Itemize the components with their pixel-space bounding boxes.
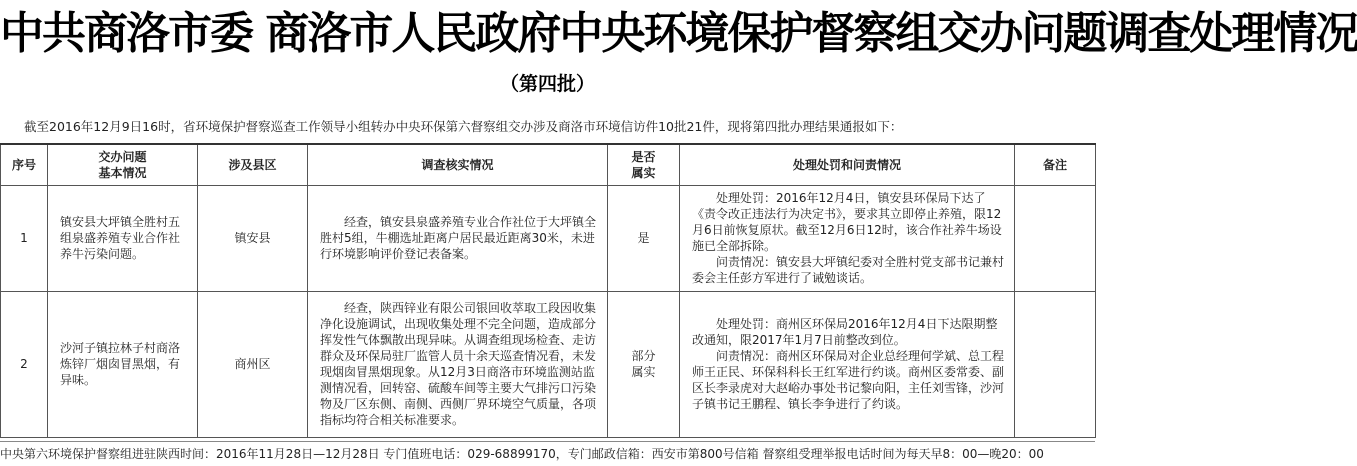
- row-basic: 沙河子镇拉林子村商洛炼锌厂烟囱冒黑烟，有异味。: [48, 291, 198, 437]
- table-header-row: [1, 144, 1096, 185]
- footer-divider: [0, 441, 1095, 442]
- header-investigate: 调查核实情况: [308, 144, 608, 185]
- row-belong: 部分 属实: [608, 291, 680, 437]
- document-title: 中共商洛市委 商洛市人民政府中央环境保护督察组交办问题调查处理情况: [0, 8, 1357, 59]
- row-handle-penalty: 处理处罚：商州区环保局2016年12月4日下达限期整改通知，限2017年1月7日前整改到位。: [692, 317, 998, 348]
- document-subtitle: （第四批）: [499, 73, 595, 95]
- cases-table: [0, 143, 1096, 438]
- row-investigate: 经查，镇安县泉盛养殖专业合作社位于大坪镇全胜村5组，牛棚选址距离户居民最近距离30米，未进行环境影响评价登记表备案。: [308, 185, 608, 291]
- row-handle: [680, 185, 1015, 291]
- row-county: 镇安县: [198, 185, 308, 291]
- row-handle-penalty: 处理处罚：2016年12月4日，镇安县环保局下达了《责令改正违法行为决定书》，要求其立即停止养殖，限12月6日前恢复原状。截至12月6日12时，该合作社养牛场设施已全部拆除。: [692, 191, 1002, 254]
- intro-paragraph: 截至2016年12月9日16时，省环境保护督察巡查工作领导小组转办中央环保第六督察组交办涉及商洛市环境信访件10批21件，现将第四批办理结果通报如下：: [24, 119, 903, 134]
- header-handle: 处理处罚和问责情况: [680, 144, 1015, 185]
- header-note: 备注: [1015, 144, 1096, 185]
- header-basic: 交办问题 基本情况: [48, 144, 198, 185]
- table-row: [1, 291, 1096, 437]
- row-belong: 是: [608, 185, 680, 291]
- table-row: [1, 185, 1096, 291]
- row-basic: 镇安县大坪镇全胜村五组泉盛养殖专业合作社养牛污染问题。: [48, 185, 198, 291]
- header-belong: 是否 属实: [608, 144, 680, 185]
- row-investigate: 经查，陕西锌业有限公司银回收萃取工段因收集净化设施调试，出现收集处理不完全问题，造成部分挥发性气体飘散出现异味。从调查组现场检查、走访群众及环保局驻厂监管人员十余天巡查情况看，未发现烟囱冒黑烟现象。从12月3日商洛市环境监测站监测情况看，回转窑、硫酸车间等主要大气排污口污染物及厂区东侧、南侧、西侧厂界环境空气质量，各项指标均符合相关标准要求。: [308, 291, 608, 437]
- footer-notice: 中央第六环境保护督察组进驻陕西时间：2016年11月28日—12月28日 专门值班电话：029-68899170，专门邮政信箱：西安市第800号信箱 督察组受理举报电话时间为每天早8：00—晚20：00: [0, 447, 1044, 461]
- row-note: [1015, 291, 1096, 437]
- row-handle: [680, 291, 1015, 437]
- header-county: 涉及县区: [198, 144, 308, 185]
- row-note: [1015, 185, 1096, 291]
- row-no: 2: [1, 291, 48, 437]
- row-county: 商州区: [198, 291, 308, 437]
- row-handle-accountability: 问责情况：商州区环保局对企业总经理何学斌、总工程师王正民、环保科科长王红军进行约谈。商州区委常委、副区长李录虎对大赵峪办事处书记黎向阳，主任刘雪锋，沙河子镇书记王鹏程、镇长李争进行了约谈。: [692, 349, 1005, 412]
- row-no: 1: [1, 185, 48, 291]
- row-handle-accountability: 问责情况：镇安县大坪镇纪委对全胜村党支部书记兼村委会主任彭方军进行了诫勉谈话。: [692, 255, 1005, 286]
- header-no: 序号: [1, 144, 48, 185]
